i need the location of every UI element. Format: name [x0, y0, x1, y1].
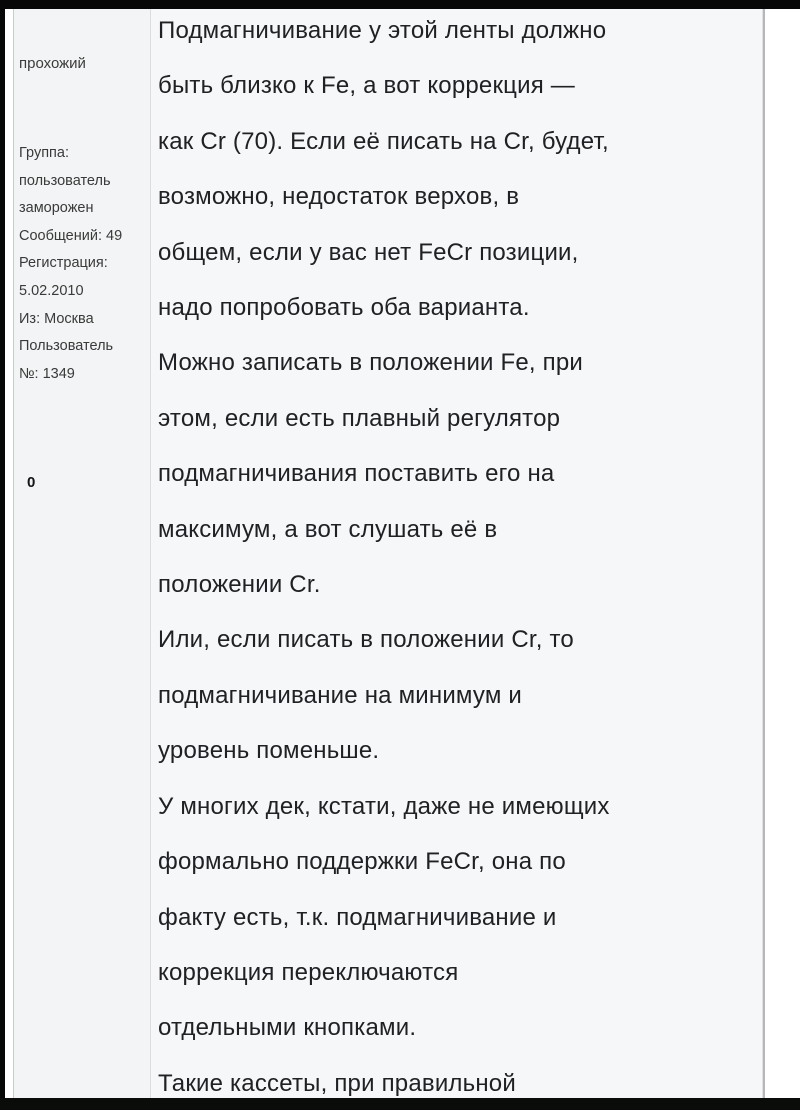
user-info-line: пользователь	[19, 172, 111, 189]
post-text-line: этом, если есть плавный регулятор	[158, 404, 561, 432]
right-page-margin	[763, 9, 800, 1098]
post-text-line: возможно, недостаток верхов, в	[158, 183, 520, 211]
post-author-sidebar	[14, 9, 151, 1098]
post-text-line: факту есть, т.к. подмагничивание и	[158, 903, 557, 931]
post-text-line: общем, если у вас нет FeCr позиции,	[158, 238, 579, 266]
post-text-line: отдельными кнопками.	[158, 1014, 417, 1042]
user-info-block	[19, 140, 122, 388]
left-page-margin	[5, 9, 14, 1098]
user-info-line: Группа:	[19, 145, 69, 161]
user-info-line: заморожен	[19, 200, 94, 217]
user-info-line: 5.02.2010	[19, 282, 84, 299]
user-info-line: №: 1349	[19, 365, 75, 382]
post-text-line: Подмагничивание у этой ленты должно	[158, 17, 607, 44]
post-text-line: формально поддержки FeCr, она по	[158, 848, 566, 876]
top-black-bar	[0, 0, 800, 9]
user-info-line: Сообщений: 49	[19, 227, 123, 244]
post-text-line: Такие кассеты, при правильной	[158, 1069, 516, 1097]
post-text-line: коррекция переключаются	[158, 958, 459, 986]
user-info-line: Пользователь	[19, 338, 114, 355]
post-text-line: максимум, а вот слушать её в	[158, 515, 498, 543]
user-info-line: Из: Москва	[19, 310, 94, 327]
user-group-title: прохожий	[19, 55, 86, 72]
post-text-line: подмагничивание на минимум и	[158, 681, 523, 709]
post-text-line: уровень поменьше.	[158, 737, 380, 765]
post-text-line: положении Cr.	[158, 571, 321, 599]
karma-value: 0	[27, 474, 36, 491]
post-text-line: надо попробовать оба варианта.	[158, 294, 530, 322]
post-text-line: Или, если писать в положении Cr, то	[158, 626, 574, 654]
post-body-cell	[151, 9, 763, 1098]
post-text-line: У многих дек, кстати, даже не имеющих	[158, 792, 610, 820]
bottom-black-bar	[0, 1098, 800, 1110]
post-text-line: быть близко к Fe, а вот коррекция —	[158, 72, 575, 100]
left-black-strip	[0, 0, 5, 1110]
post-text-line: как Cr (70). Если её писать на Cr, будет,	[158, 127, 609, 155]
post-text-line: подмагничивания поставить его на	[158, 460, 555, 488]
user-info-line: Регистрация:	[19, 255, 108, 272]
post-text	[158, 3, 762, 1111]
post-text-line: Можно записать в положении Fe, при	[158, 349, 584, 377]
